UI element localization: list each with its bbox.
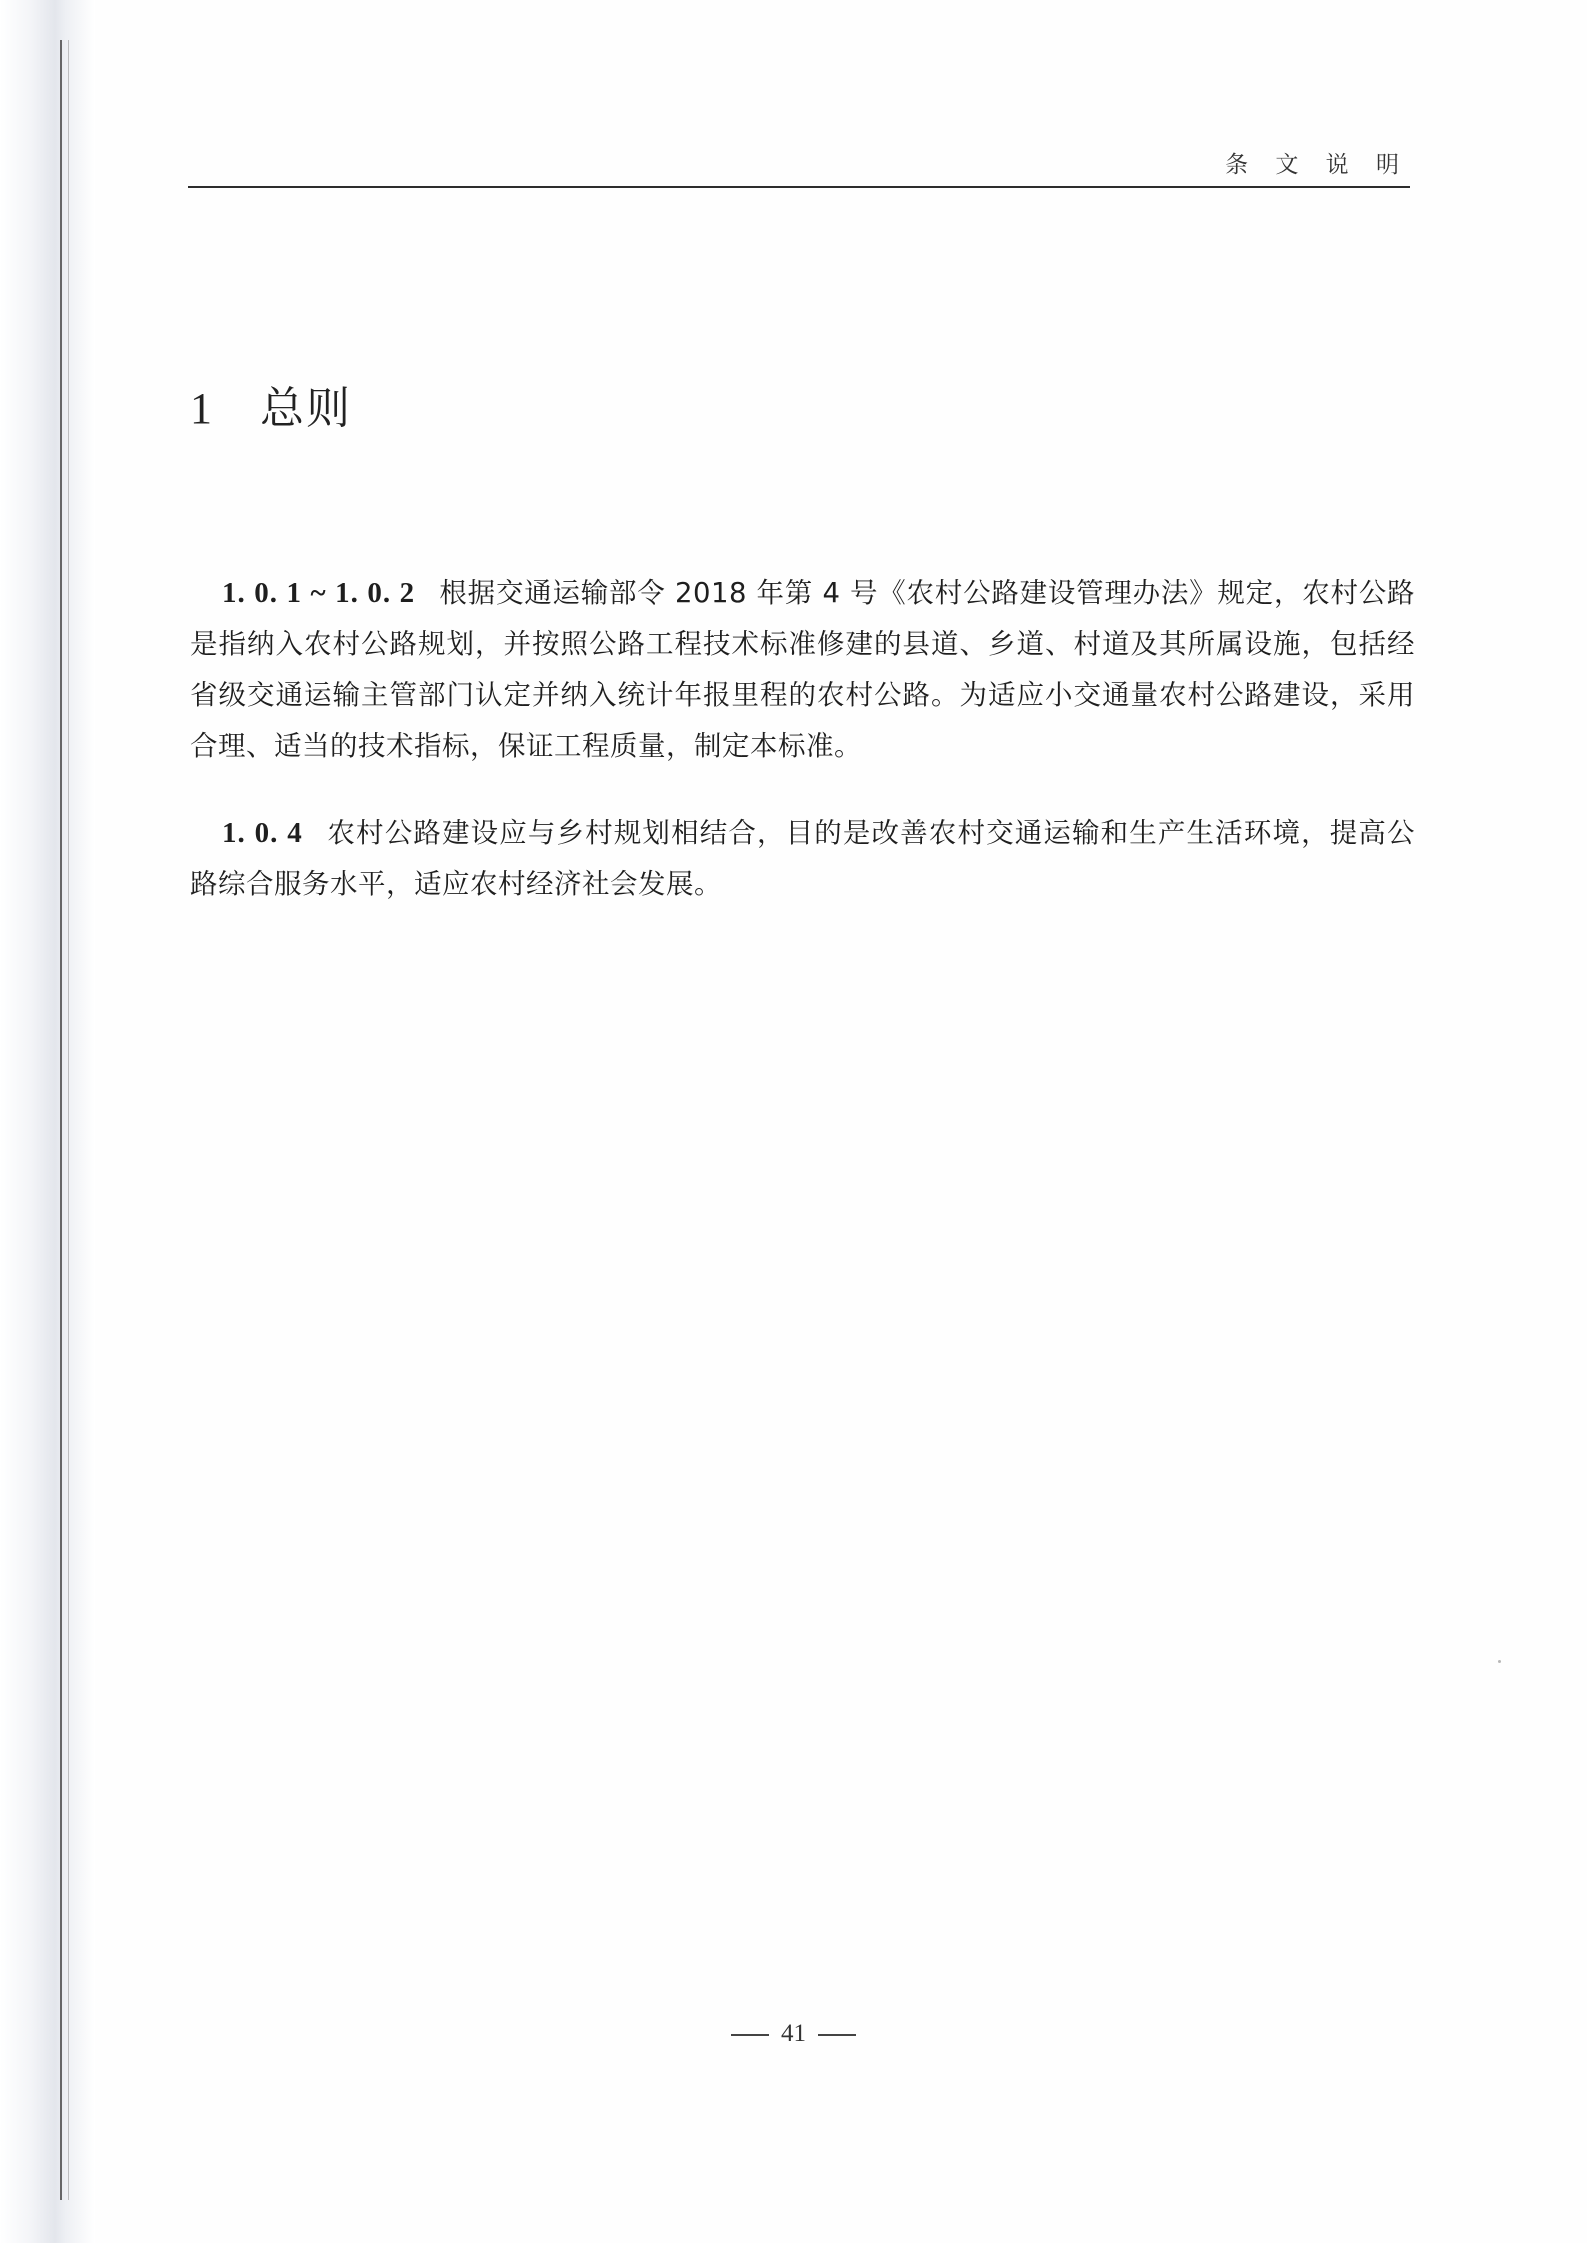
clause-text: 根据交通运输部令 2018 年第 4 号《农村公路建设管理办法》规定，农村公路是指纳入农村公路规划，并按照公路工程技术标准修建的县道、乡道、村道及其所属设施，包括经省级交通运输主管部门认定并纳入统计年报里程的农村公路。为适应小交通量农村公路建设，采用合理、适当的技术指标，保证工程质量，制定本标准。	[190, 577, 1415, 762]
clause-text: 农村公路建设应与乡村规划相结合，目的是改善农村交通运输和生产生活环境，提高公路综合服务水平，适应农村经济社会发展。	[190, 817, 1416, 900]
header-rule	[188, 186, 1410, 188]
clause-paragraph	[190, 567, 1415, 771]
clause-paragraph	[190, 807, 1415, 909]
scan-speck	[1498, 1660, 1501, 1663]
chapter-number: 1	[190, 384, 212, 433]
running-head: 条 文 说 明	[1225, 152, 1409, 178]
page-footer	[0, 2020, 1587, 2048]
footer-dash-right	[818, 2034, 856, 2036]
footer-dash-left	[731, 2034, 769, 2036]
chapter-title: 总则	[260, 383, 352, 434]
binding-edge-line	[60, 40, 62, 2200]
chapter-heading	[190, 372, 352, 436]
page-number: 41	[781, 2020, 806, 2047]
binding-shadow	[0, 0, 95, 2243]
clause-number: 1. 0. 1 ~ 1. 0. 2	[222, 577, 416, 609]
binding-edge-line-light	[68, 40, 69, 2200]
clause-number: 1. 0. 4	[222, 817, 303, 849]
